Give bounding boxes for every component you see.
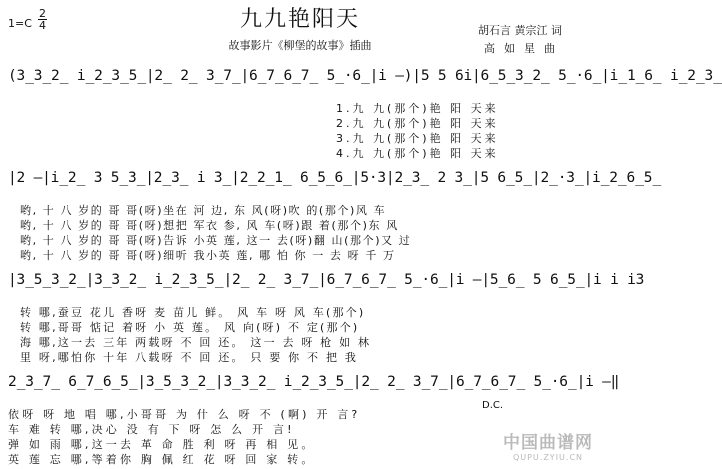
site-watermark <box>500 428 596 462</box>
lyric-line-2-verse-1: 哟, 十 八 岁的 哥 哥(呀)坐在 河 边, 东 风(呀)吹 的(那个)风 车 <box>20 204 387 217</box>
lyric-line-4-verse-2: 车 难 转 哪,决心 没 有 下 呀 怎 么 开 言! <box>8 423 295 436</box>
lyric-line-1-verse-2: 2.九 九(那个)艳 阳 天来 <box>336 117 499 130</box>
lyric-line-3-verse-4: 里 呀,哪怕你 十年 八载呀 不 回 还。 只 要 你 不 把 我 <box>20 351 359 364</box>
song-title: 九九艳阳天 <box>239 7 360 32</box>
notation-line-3: |3̲5̲3̲2̲|3̲3̲2̲ i̲2̲3̲5̲|2̲ 2̲ 3̲7̲|6̲7̲6̲7̲ 5̲·6̲|i –|5̲6̲ 5 6̲5̲|i i i3 <box>8 272 645 288</box>
watermark-site-name: 中国曲谱网 <box>503 433 593 453</box>
dc-mark: D.C. <box>482 400 504 411</box>
lyric-line-3-verse-3: 海 哪,这一去 三年 两载呀 不 回 还。 这一 去 呀 枪 如 林 <box>20 336 372 349</box>
lyric-line-4-verse-3: 弹 如 雨 哪,这一去 革 命 胜 利 呀 再 相 见。 <box>8 438 316 451</box>
watermark-site-domain: QUPU.ZYIU.CN <box>512 453 584 462</box>
composer-credit: 高如星曲 <box>484 42 564 55</box>
lyric-line-4-verse-4: 英 莲 忘 哪,等着你 胸 佩 红 花 呀 回 家 转。 <box>8 453 316 466</box>
key-signature: 1=C <box>8 17 32 30</box>
lyric-line-2-verse-2: 哟, 十 八 岁的 哥 哥(呀)想把 军衣 参, 风 车(呀)跟 着(那个)东 风 <box>20 219 399 232</box>
notation-line-2: |2 –|i̲2̲ 3 5̲3̲|2̲3̲ i 3̲|2̲2̲1̲ 6̲5̲6̲|5·3|2̲3̲ 2 3̲|5 6̲5̲|2̲·3̲|i̲2̲6̲5̲ <box>8 170 662 186</box>
lyricist-credit: 胡石言 黄宗江 词 <box>478 24 562 37</box>
meter-top: 2 <box>39 7 46 20</box>
time-signature <box>38 8 47 31</box>
lyric-line-1-verse-4: 4.九 九(那个)艳 阳 天来 <box>336 147 499 160</box>
lyric-line-1-verse-1: 1.九 九(那个)艳 阳 天来 <box>336 102 499 115</box>
notation-line-4: 2̲3̲7̲ 6̲7̲6̲5̲|3̲5̲3̲2̲|3̲3̲2̲ i̲2̲3̲5̲|2̲ 2̲ 3̲7̲|6̲7̲6̲7̲ 5̲·6̲|i –‖ <box>8 374 620 390</box>
lyric-line-3-verse-1: 转 哪,蚕豆 花儿 香呀 麦 苗儿 鲜。 风 车 呀 风 车(那个) <box>20 306 366 319</box>
meter-bottom: 4 <box>39 19 46 32</box>
notation-line-1: (3̲3̲2̲ i̲2̲3̲5̲|2̲ 2̲ 3̲7̲|6̲7̲6̲7̲ 5̲·6̲|i –)|5 5 6i|6̲5̲3̲2̲ 5̲·6̲|i̲1̲6̲ i̲2̲3̲ <box>8 68 722 84</box>
lyric-line-2-verse-3: 哟, 十 八 岁的 哥 哥(呀)告诉 小英 莲, 这一 去(呀)翻 山(那个)又 过 <box>20 234 412 247</box>
lyric-line-4-verse-1: 依呀 呀 地 唱 哪,小哥哥 为 什 么 呀 不 (啊) 开 言? <box>8 408 361 421</box>
lyric-line-2-verse-4: 哟, 十 八 岁的 哥 哥(呀)细听 我小英 莲, 哪 怕 你 一 去 呀 千 万 <box>20 249 396 262</box>
lyric-line-1-verse-3: 3.九 九(那个)艳 阳 天来 <box>336 132 499 145</box>
song-subtitle: 故事影片《柳堡的故事》插曲 <box>228 39 372 52</box>
lyric-line-3-verse-2: 转 哪,哥哥 惦记 着呀 小 英 莲。 风 向(呀) 不 定(那个) <box>20 321 360 334</box>
